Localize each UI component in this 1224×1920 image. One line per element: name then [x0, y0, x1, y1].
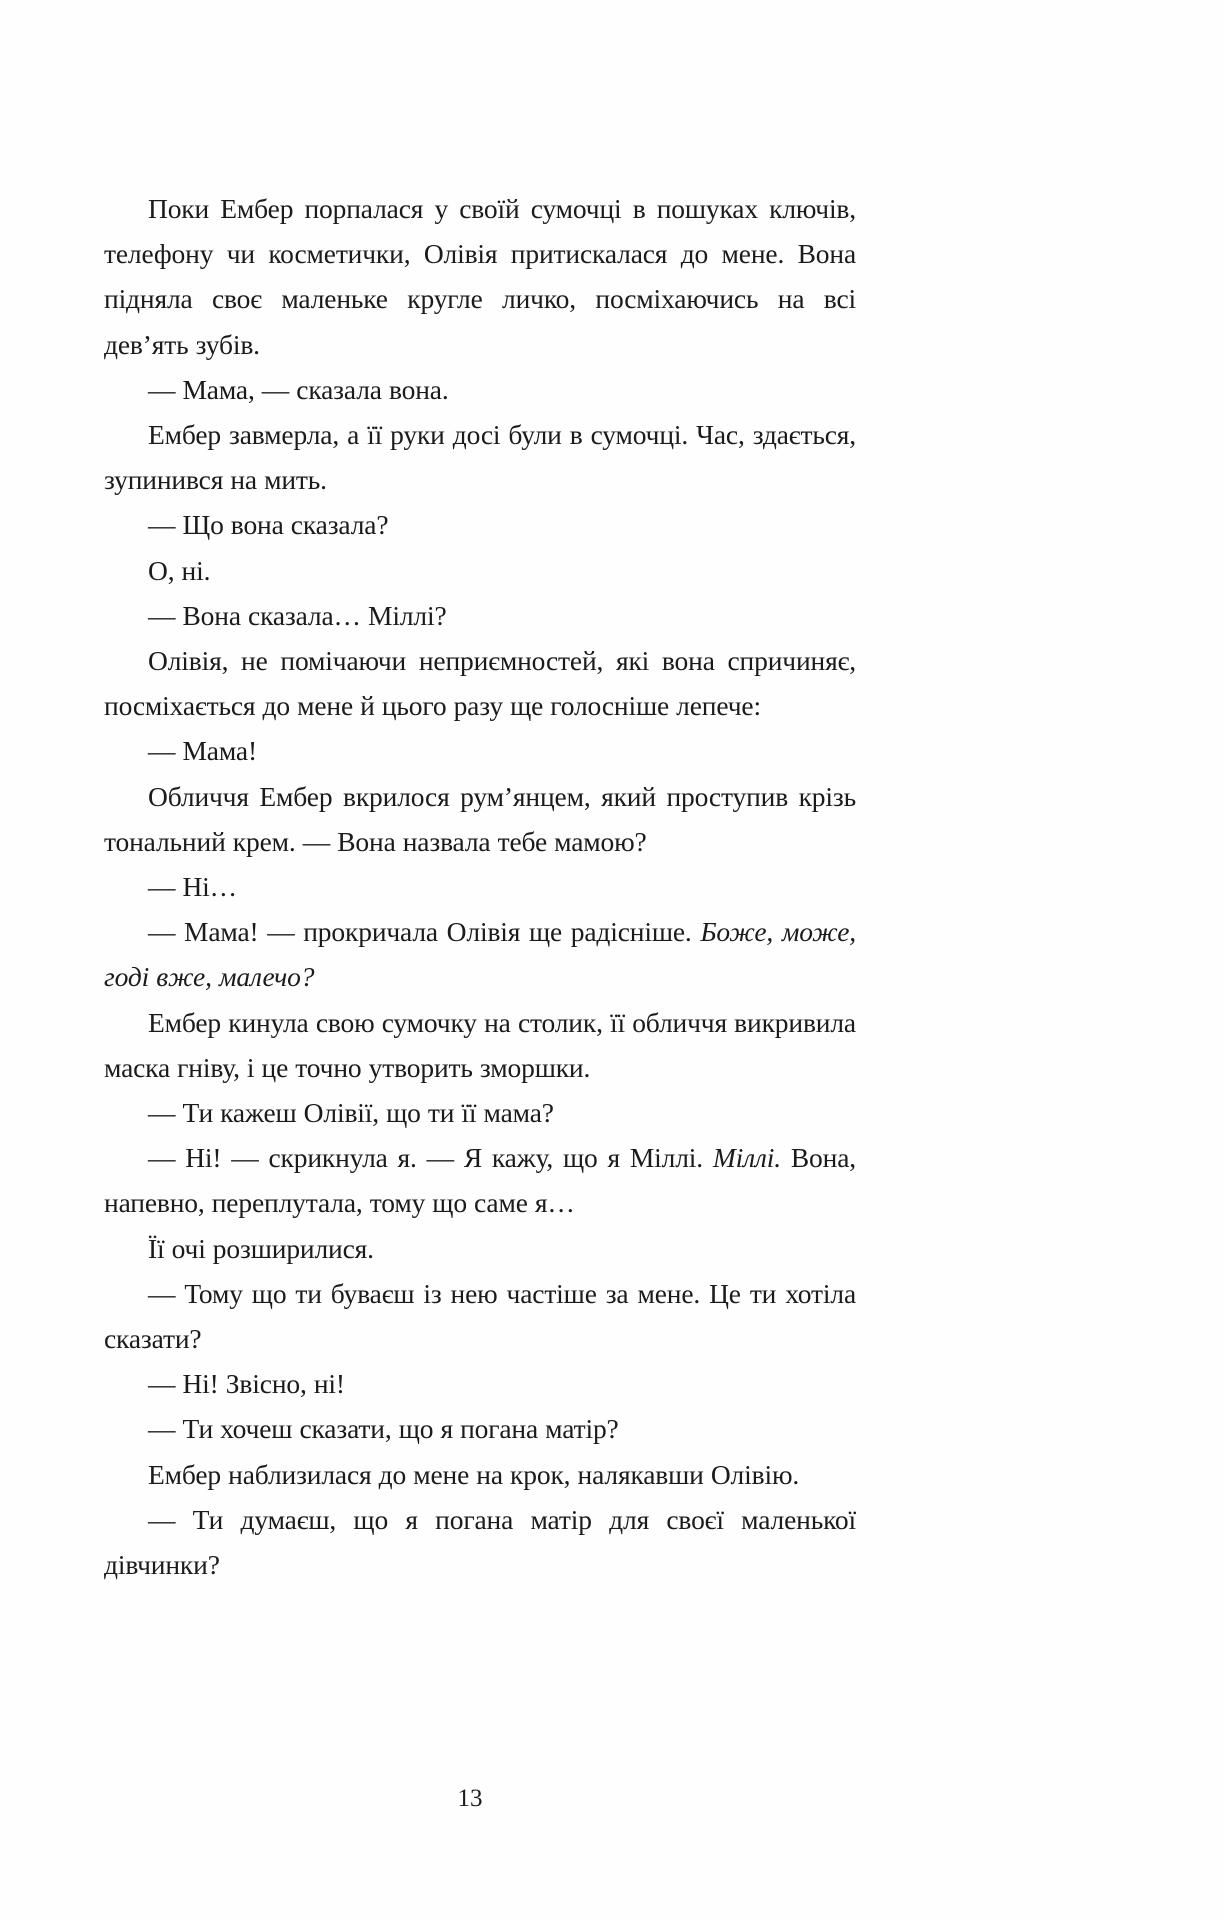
paragraph: Поки Ембер порпалася у своїй сумочці в пошуках ключів, телефону чи косметички, Олівія притискалася до мене. Вона підняла своє маленьке кругле личко, посміхаючись на всі дев’ять зубів. — [104, 193, 856, 360]
paragraph-text-italic: Міллі. — [712, 1142, 781, 1174]
paragraph: Олівія, не помічаючи неприємностей, які вона спричиняє, посміхається до мене й цього разу ще голосніше лепече: — [104, 645, 856, 722]
paragraph: Обличчя Ембер вкрилося рум’янцем, який проступив крізь тональний крем. — Вона назвала тебе мамою? — [104, 780, 856, 857]
paragraph: О, ні. — [148, 554, 211, 586]
paragraph — [104, 1135, 856, 1225]
paragraph: — Мама! — [148, 735, 257, 767]
paragraph: — Ні… — [148, 871, 238, 903]
paragraph-text-italic: Боже, може, годі вже, малечо? — [104, 916, 856, 993]
paragraph: — Вона сказала… Міллі? — [148, 599, 447, 631]
paragraph: — Тому що ти буваєш із нею частіше за мене. Це ти хотіла сказати? — [104, 1277, 856, 1355]
paragraph: — Ти хочеш сказати, що я погана матір? — [148, 1413, 619, 1445]
paragraph: — Ти думаєш, що я погана матір для своєї маленької дівчинки? — [104, 1503, 856, 1581]
paragraph-text-leading: — Мама! — прокричала Олівія ще радісніше. — [148, 916, 701, 948]
paragraph: Ембер кинула свою сумочку на столик, її обличчя викривила маска гніву, і це точно утворить зморшки. — [104, 1006, 856, 1083]
paragraph: — Що вона сказала? — [148, 509, 389, 541]
paragraph: Її очі розширилися. — [148, 1232, 374, 1264]
paragraph: — Мама, — сказала вона. — [148, 373, 449, 405]
paragraph: — Ні! Звісно, ні! — [148, 1368, 345, 1400]
paragraph-text-trailing: Вона, напевно, переплутала, тому що саме я… — [104, 1142, 856, 1219]
paragraph: Ембер завмерла, а її руки досі були в сумочці. Час, здається, зупинився на мить. — [104, 419, 856, 496]
body-text-column — [104, 186, 856, 1587]
paragraph: — Ти кажеш Олівії, що ти її мама? — [148, 1097, 554, 1129]
page-number: 13 — [457, 1785, 483, 1812]
paragraph: Ембер наблизилася до мене на крок, налякавши Олівію. — [148, 1458, 800, 1490]
paragraph — [104, 909, 856, 999]
paragraph-text-leading: — Ні! — скрикнула я. — Я кажу, що я Міллі. — [148, 1142, 713, 1174]
